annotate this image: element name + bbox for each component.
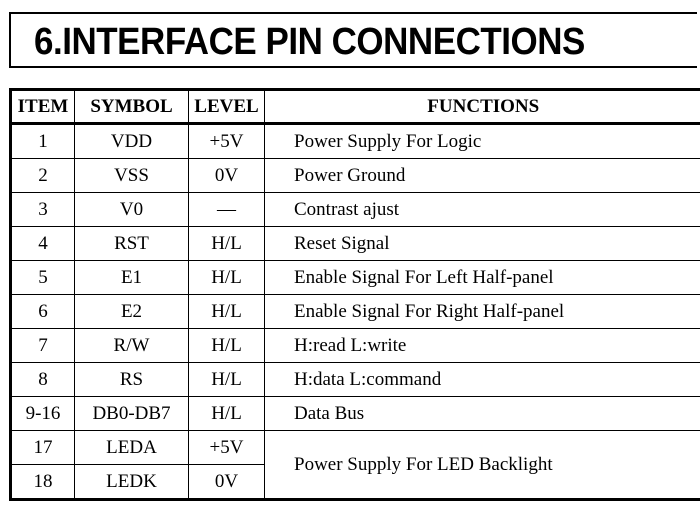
function-cell-merged: Power Supply For LED Backlight — [265, 431, 700, 500]
table-row — [11, 329, 700, 363]
function-cell: Data Bus — [265, 397, 700, 431]
symbol-cell: VSS — [75, 159, 189, 193]
level-cell: H/L — [189, 295, 265, 329]
item-cell: 4 — [11, 227, 75, 261]
function-cell: H:read L:write — [265, 329, 700, 363]
level-cell: H/L — [189, 397, 265, 431]
table-row — [11, 261, 700, 295]
table-row — [11, 227, 700, 261]
item-cell: 1 — [11, 124, 75, 159]
symbol-cell: V0 — [75, 193, 189, 227]
symbol-cell: VDD — [75, 124, 189, 159]
section-heading: 6.INTERFACE PIN CONNECTIONS — [34, 21, 585, 63]
header-symbol: SYMBOL — [75, 90, 189, 124]
level-cell: H/L — [189, 227, 265, 261]
pin-connections-table — [9, 88, 700, 501]
table-row — [11, 363, 700, 397]
item-cell: 7 — [11, 329, 75, 363]
item-cell: 5 — [11, 261, 75, 295]
symbol-cell: R/W — [75, 329, 189, 363]
function-cell: Contrast ajust — [265, 193, 700, 227]
function-cell: Power Supply For Logic — [265, 124, 700, 159]
item-cell: 6 — [11, 295, 75, 329]
table-row — [11, 124, 700, 159]
function-cell: Reset Signal — [265, 227, 700, 261]
header-functions: FUNCTIONS — [265, 90, 700, 124]
symbol-cell: DB0-DB7 — [75, 397, 189, 431]
symbol-cell: E1 — [75, 261, 189, 295]
item-cell: 18 — [11, 465, 75, 500]
table-row — [11, 431, 700, 465]
symbol-cell: LEDK — [75, 465, 189, 500]
item-cell: 17 — [11, 431, 75, 465]
header-level: LEVEL — [189, 90, 265, 124]
level-cell: H/L — [189, 363, 265, 397]
item-cell: 9-16 — [11, 397, 75, 431]
table-row — [11, 397, 700, 431]
level-cell: — — [189, 193, 265, 227]
function-cell: H:data L:command — [265, 363, 700, 397]
level-cell: 0V — [189, 159, 265, 193]
level-cell: +5V — [189, 124, 265, 159]
table-header-row — [11, 90, 700, 124]
function-cell: Enable Signal For Left Half-panel — [265, 261, 700, 295]
symbol-cell: E2 — [75, 295, 189, 329]
table-row — [11, 193, 700, 227]
section-heading-box — [9, 12, 697, 68]
item-cell: 2 — [11, 159, 75, 193]
header-item: ITEM — [11, 90, 75, 124]
level-cell: H/L — [189, 261, 265, 295]
table-row — [11, 295, 700, 329]
level-cell: H/L — [189, 329, 265, 363]
symbol-cell: LEDA — [75, 431, 189, 465]
level-cell: 0V — [189, 465, 265, 500]
item-cell: 8 — [11, 363, 75, 397]
symbol-cell: RST — [75, 227, 189, 261]
table-row — [11, 159, 700, 193]
function-cell: Power Ground — [265, 159, 700, 193]
function-cell: Enable Signal For Right Half-panel — [265, 295, 700, 329]
symbol-cell: RS — [75, 363, 189, 397]
item-cell: 3 — [11, 193, 75, 227]
level-cell: +5V — [189, 431, 265, 465]
